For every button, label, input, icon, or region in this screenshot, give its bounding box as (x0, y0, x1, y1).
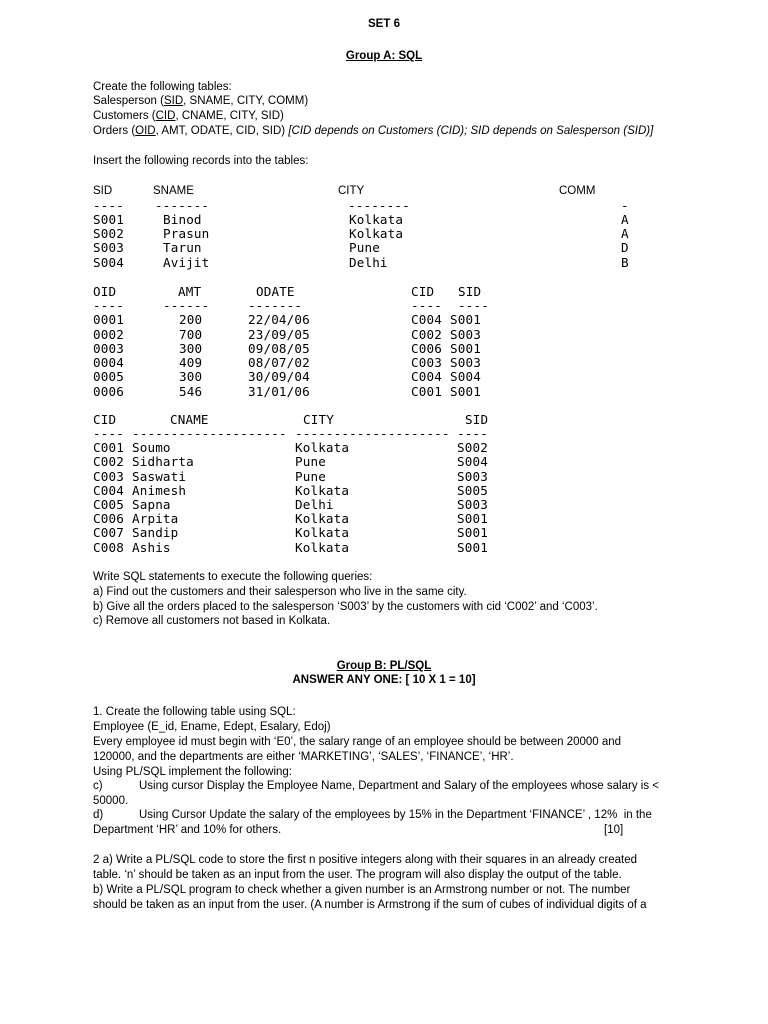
q1-c-text: Using cursor Display the Employee Name, Department and Salary of the employees whose salary is < (139, 780, 659, 792)
group-b-subheading: ANSWER ANY ONE: [ 10 X 1 = 10] (292, 674, 476, 686)
q1-c-text-cont: 50000. (93, 795, 129, 807)
customers-schema: Customers (CID, CNAME, CITY, SID) (93, 110, 284, 122)
table-row: S004 Avijit Delhi B (93, 255, 629, 270)
insert-records-line: Insert the following records into the tables: (93, 155, 309, 167)
q2-line-1: 2 a) Write a PL/SQL code to store the first n positive integers along with their squares in an already created (93, 854, 637, 866)
salesperson-dashes: ---- ------- -------- - (93, 198, 629, 213)
orders-dashes: ---- ------ ------- ---- ---- (93, 298, 489, 313)
customers-dashes: ---- -------------------- -------------------- ---- (93, 426, 488, 441)
q2-line-2: table. ‘n’ should be taken as an input from the user. The program will also display the output of the table. (93, 869, 622, 881)
set-title: SET 6 (368, 18, 400, 30)
q1-d-text: Using Cursor Update the salary of the employees by 15% in the Department ‘FINANCE’ , 12% in the (139, 809, 652, 821)
table-row: C004 Animesh Kolkata S005 (93, 483, 488, 498)
q2-line-4: should be taken as an input from the user. (A number is Armstrong if the sum of cubes of individual digits of a (93, 899, 647, 911)
table-row: 0004 409 08/07/02 C003 S003 (93, 355, 481, 370)
query-b: b) Give all the orders placed to the salesperson ‘S003’ by the customers with cid ‘C002’ and ‘C003’. (93, 601, 598, 613)
q2-line-3: b) Write a PL/SQL program to check whether a given number is an Armstrong number or not. The number (93, 884, 631, 896)
table-row: C003 Saswati Pune S003 (93, 469, 488, 484)
table-row: 0006 546 31/01/06 C001 S001 (93, 384, 481, 399)
table-row: 0005 300 30/09/04 C004 S004 (93, 369, 481, 384)
q1-c-label: c) (93, 780, 103, 792)
q1-line-5: Using PL/SQL implement the following: (93, 766, 293, 778)
table-row: 0001 200 22/04/06 C004 S001 (93, 312, 481, 327)
table-row: C006 Arpita Kolkata S001 (93, 511, 488, 526)
queries-intro: Write SQL statements to execute the following queries: (93, 571, 373, 583)
q1-d-label: d) (93, 809, 104, 821)
q1-line-3: Every employee id must begin with ‘E0’, the salary range of an employee should be between 20000 and (93, 736, 622, 748)
salesperson-schema: Salesperson (SID, SNAME, CITY, COMM) (93, 95, 309, 107)
salesperson-header: SID SNAME CITY COMM (93, 185, 596, 197)
group-a-heading: Group A: SQL (345, 50, 423, 62)
table-row: S003 Tarun Pune D (93, 240, 629, 255)
table-row: 0002 700 23/09/05 C002 S003 (93, 327, 481, 342)
q1-marks: [10] (604, 824, 624, 836)
table-row: C008 Ashis Kolkata S001 (93, 540, 488, 555)
table-row: C002 Sidharta Pune S004 (93, 454, 488, 469)
table-row: C005 Sapna Delhi S003 (93, 497, 488, 512)
q1-line-2: Employee (E_id, Ename, Edept, Esalary, Edoj) (93, 721, 331, 733)
table-row: C001 Soumo Kolkata S002 (93, 440, 488, 455)
customers-header: CID CNAME CITY SID (93, 412, 489, 427)
orders-header: OID AMT ODATE CID SID (93, 284, 482, 299)
create-tables-intro: Create the following tables: (93, 81, 232, 93)
query-c: c) Remove all customers not based in Kolkata. (93, 615, 331, 627)
q1-line-4: 120000, and the departments are either ‘MARKETING’, ‘SALES’, ‘FINANCE’, ‘HR’. (93, 751, 514, 763)
table-row: C007 Sandip Kolkata S001 (93, 525, 488, 540)
q1-d-text-cont: Department ‘HR’ and 10% for others. (93, 824, 282, 836)
group-b-heading: Group B: PL/SQL (336, 660, 432, 672)
orders-schema: Orders (OID, AMT, ODATE, CID, SID) [CID depends on Customers (CID); SID depends on Salesperson (SID)] (93, 125, 654, 137)
table-row: S001 Binod Kolkata A (93, 212, 629, 227)
q1-line-1: 1. Create the following table using SQL: (93, 706, 296, 718)
table-row: S002 Prasun Kolkata A (93, 226, 629, 241)
query-a: a) Find out the customers and their salesperson who live in the same city. (93, 586, 467, 598)
table-row: 0003 300 09/08/05 C006 S001 (93, 341, 481, 356)
